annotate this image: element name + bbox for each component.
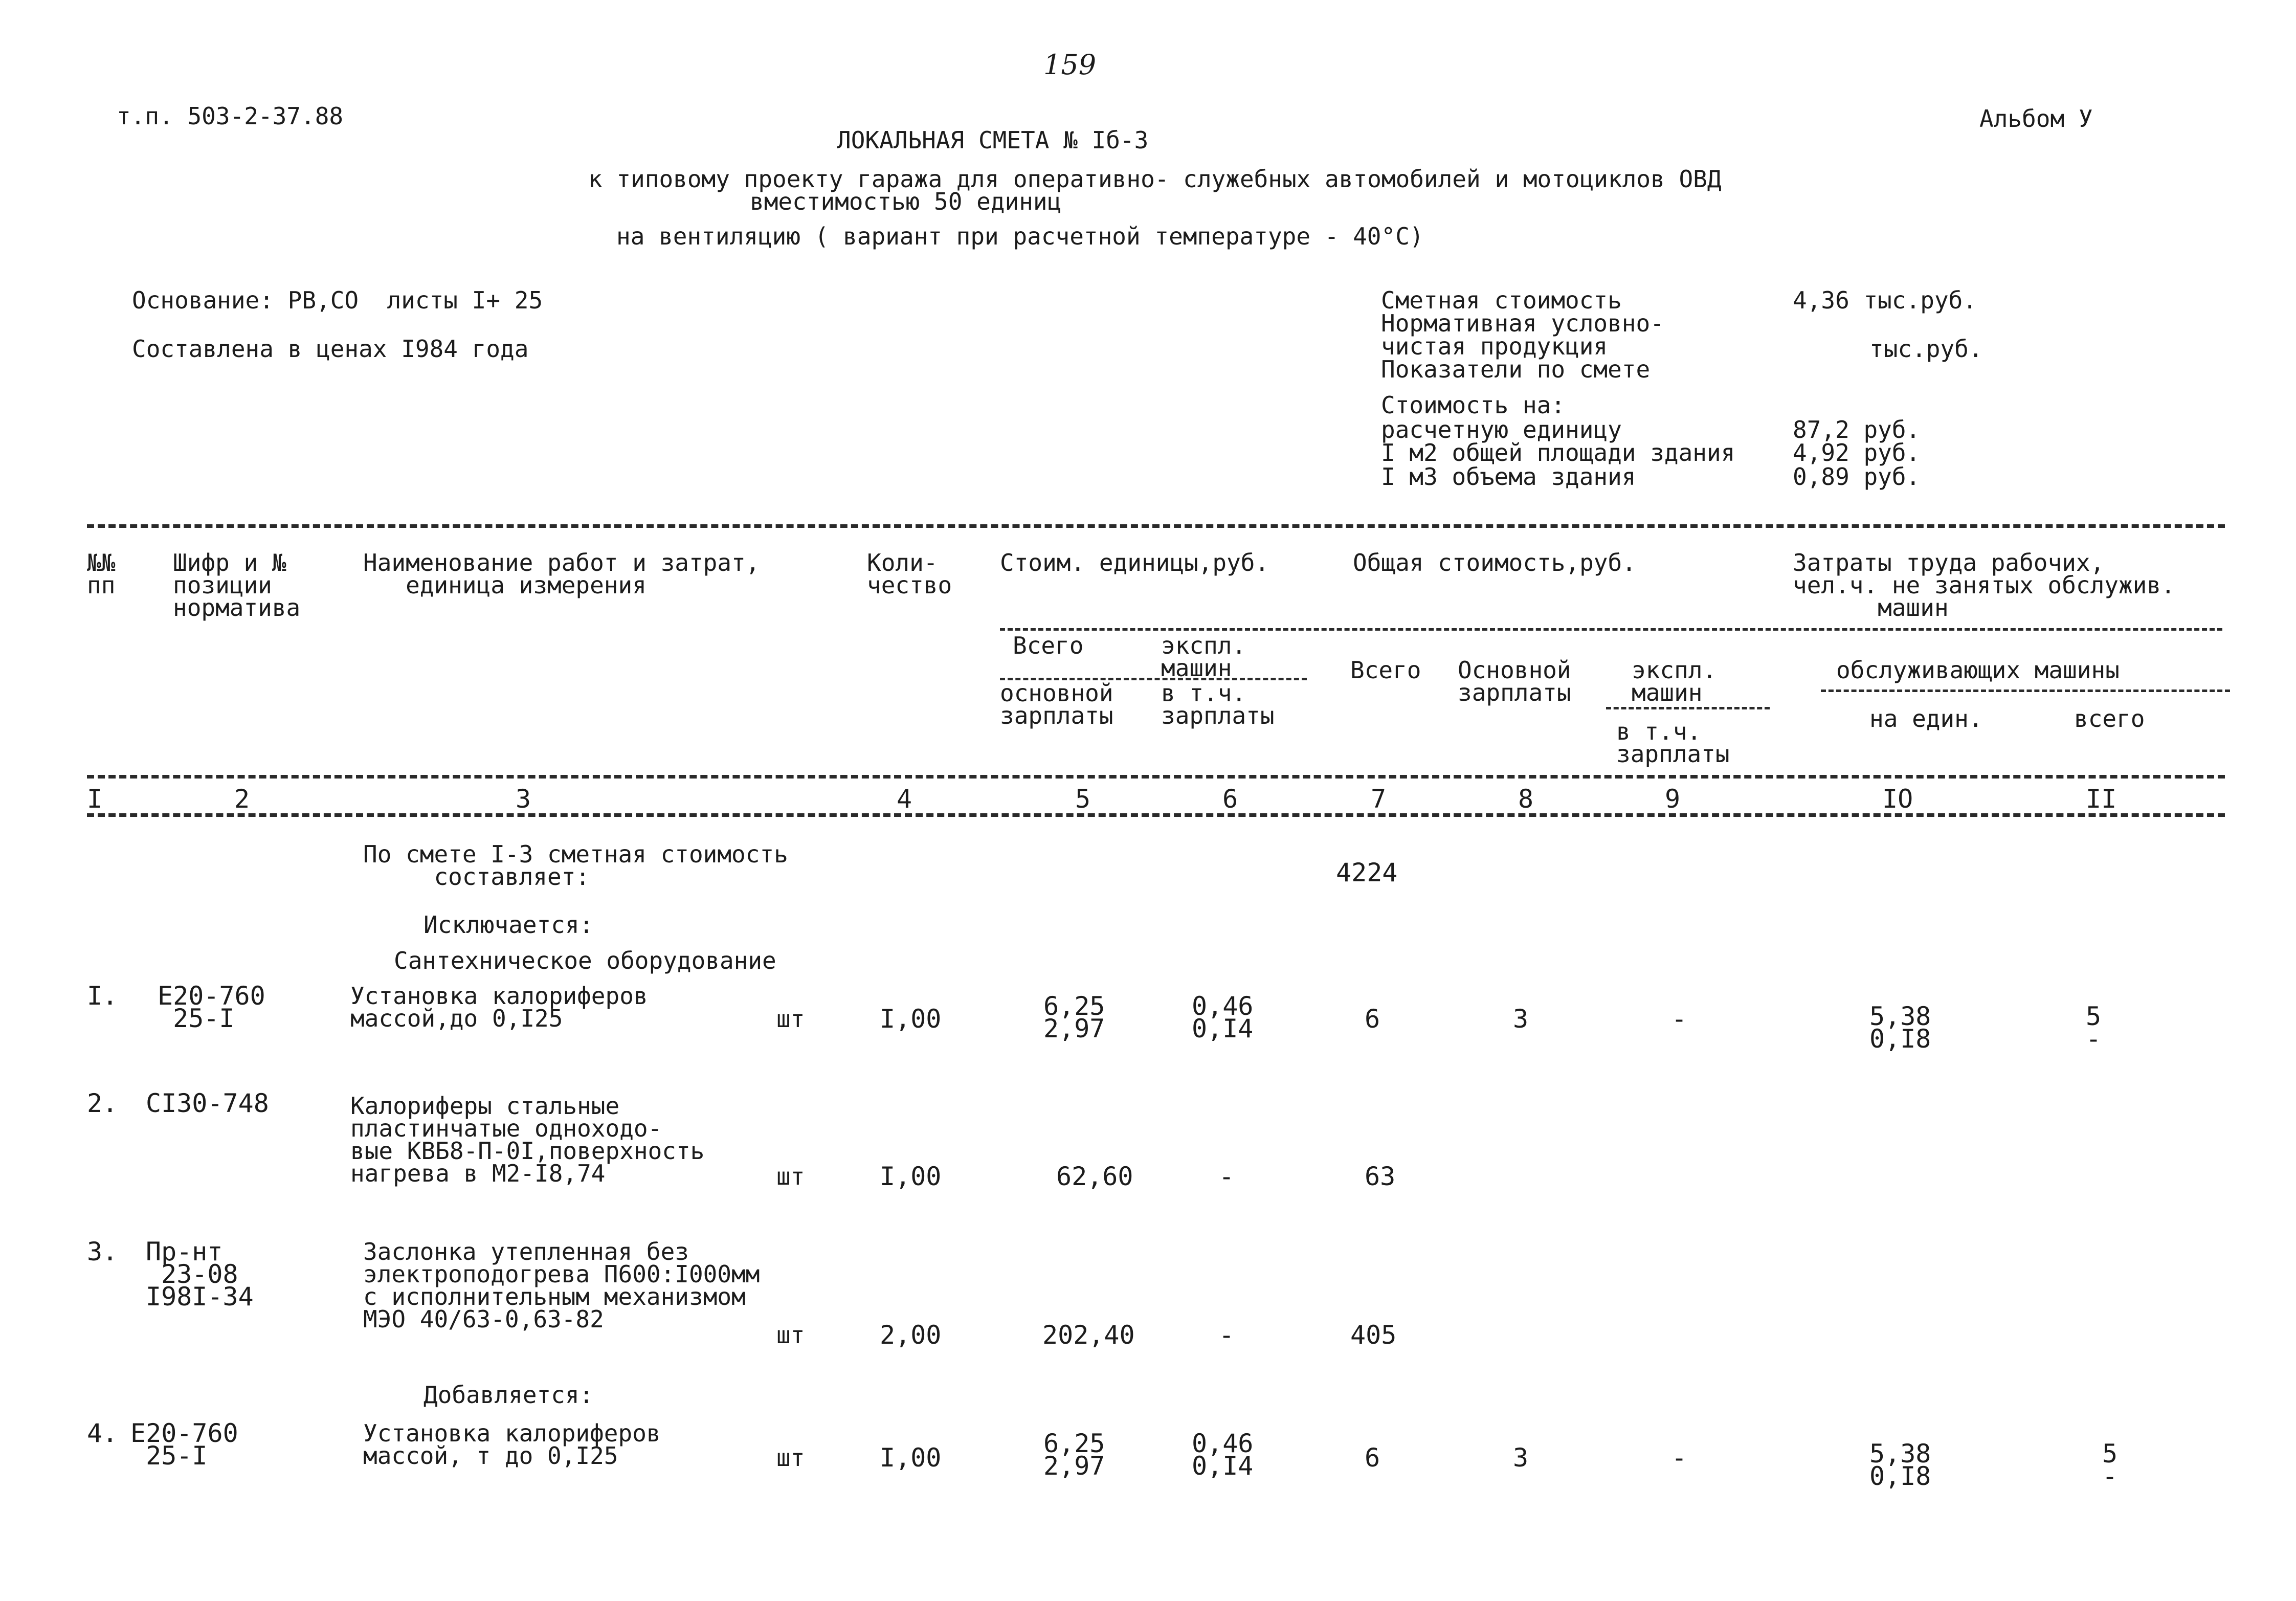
row-code: Е20-760 25-I [158,981,265,1033]
volume-cost-value: 0,89 руб. [1793,463,1921,491]
row-unit-cost: 202,40 [1042,1320,1135,1350]
estimated-cost-label: Сметная стоимость [1381,286,1622,314]
row-unit: шт [776,1321,805,1349]
estimate-subtitle: к типовому проекту гаража для оперативно- служебных автомобилей и мотоциклов ОВД [588,165,1722,193]
row-machine-cost: 0,46 0,I4 [1192,1429,1254,1481]
row-quantity: I,00 [880,1443,942,1473]
row-code: СI30-748 [146,1088,269,1118]
header-quantity: Коли- чество [867,549,952,599]
column-number-10: IO [1882,784,1913,814]
row-base-wages: 3 [1513,1004,1529,1034]
row-code: Е20-760 25-I [130,1418,238,1471]
header-total-cost: Общая стоимость,руб. [1353,549,1636,576]
column-number-bottom-rule [87,813,2225,817]
normative-product-label-2: чистая продукция [1381,332,1608,360]
header-base-wages: основной зарплаты [1000,679,1113,729]
header-row-number: №№ пп [87,549,116,599]
row-work-name: Заслонка утепленная без электроподогрева П600:I000мм с исполнительным механизмом МЭО 40/63-0,63-82 [363,1238,760,1333]
row-code: Пр-нт 23-08 I98I-34 [146,1237,254,1311]
header-total-all: Всего [1350,656,1421,684]
cost-on-label: Стоимость на: [1381,391,1566,419]
estimate-title: ЛОКАЛЬНАЯ СМЕТА № Iб-3 [837,126,1149,154]
row-unit: шт [776,1444,805,1472]
column-number-5: 5 [1075,784,1091,814]
row-total: 405 [1350,1320,1397,1350]
unit-cost-value: 87,2 руб. [1793,416,1921,443]
volume-cost-label: I м3 объема здания [1381,463,1636,491]
estimate-capacity: вместимостью 50 единиц [750,188,1062,215]
row-labor-per-unit: 5,38 0,I8 [1869,1002,1931,1054]
row-work-name: Установка калориферов массой,до 0,I25 [350,982,648,1032]
header-machine-ops: экспл. машин [1161,632,1246,682]
row-unit-cost: 6,25 2,97 [1043,1429,1105,1481]
base-estimate-value: 4224 [1336,858,1398,887]
row-number: 3. [87,1237,118,1266]
row-quantity: 2,00 [880,1320,942,1350]
header-machine-ops-total: экспл. машин [1632,656,1717,706]
column-number-3: 3 [516,784,531,814]
row-labor-total: 5 - [2102,1439,2118,1491]
estimated-cost-value: 4,36 тыс.руб. [1793,286,1977,314]
header-base-wages-total: Основной зарплаты [1458,656,1571,706]
excluded-label: Исключается: [423,911,594,939]
header-work-name: Наименование работ и затрат, единица измерения [363,549,760,599]
header-total-labor: всего [2074,705,2145,732]
unit-cost-label: расчетную единицу [1381,416,1622,443]
column-number-6: 6 [1222,784,1238,814]
column-number-1: I [87,784,103,814]
row-unit-cost: 62,60 [1056,1162,1133,1191]
row-number: 2. [87,1088,118,1118]
row-machine-cost: 0,46 0,I4 [1192,991,1254,1043]
column-number-9: 9 [1665,784,1681,814]
row-base-wages: 3 [1513,1443,1529,1473]
header-incl-wages-total: в т.ч. зарплаты [1616,718,1730,768]
header-per-unit: на един. [1869,705,1983,732]
row-unit: шт [776,1005,805,1033]
row-total: 6 [1365,1004,1380,1034]
column-number-4: 4 [897,784,912,814]
column-number-11: II [2086,784,2117,814]
header-servicing-rule [1821,690,2230,692]
album-label: Альбом У [1979,105,2093,132]
header-servicing-machines: обслуживающих машины [1836,656,2120,684]
estimate-scope: на вентиляцию ( вариант при расчетной температуре - 40°С) [616,223,1424,250]
row-total: 6 [1365,1443,1380,1473]
header-total-unit: Всего [1013,632,1084,659]
column-number-2: 2 [234,784,250,814]
row-labor-total: 5 - [2086,1002,2102,1054]
header-incl-wages: в т.ч. зарплаты [1161,679,1275,729]
column-number-7: 7 [1371,784,1387,814]
row-machine-cost: - [1219,1320,1235,1350]
document-reference: т.п. 503-2-37.88 [117,102,344,130]
row-machine-total: - [1671,1443,1687,1473]
table-top-rule [87,524,2225,528]
row-work-name: Калориферы стальные пластинчатые одноходо- вые КВБ8-П-0I,поверхность нагрева в М2-I8,74 [350,1092,705,1187]
normative-product-value: тыс.руб. [1869,335,1983,363]
normative-product-label-1: Нормативная условно- [1381,309,1664,337]
plumbing-equipment-label: Сантехническое оборудование [394,947,776,974]
added-label: Добавляется: [423,1381,594,1409]
row-unit: шт [776,1163,805,1190]
row-number: 4. [87,1418,118,1448]
column-number-8: 8 [1518,784,1534,814]
row-number: I. [87,981,118,1011]
row-machine-cost: - [1219,1162,1235,1191]
page-number: 159 [1043,49,1097,81]
header-code: Шифр и № позиции норматива [173,549,301,621]
prices-year-line: Составлена в ценах I984 года [132,335,529,363]
row-labor-per-unit: 5,38 0,I8 [1869,1439,1931,1491]
row-quantity: I,00 [880,1162,942,1191]
area-cost-label: I м2 общей площади здания [1381,439,1735,466]
basis-line: Основание: РВ,СО листы I+ 25 [132,286,543,314]
row-total: 63 [1365,1162,1396,1191]
row-unit-cost: 6,25 2,97 [1043,991,1105,1043]
header-machine-sub-rule [1606,707,1770,709]
row-quantity: I,00 [880,1004,942,1034]
header-labor: Затраты труда рабочих, чел.ч. не занятых обслужив. машин [1793,549,2175,621]
header-unit-cost: Стоим. единицы,руб. [1000,549,1269,576]
column-number-top-rule [87,775,2225,779]
indicators-label: Показатели по смете [1381,355,1651,383]
base-estimate-text: По смете I-3 сметная стоимость составляет: [363,840,788,891]
header-sub-rule [1000,628,2222,631]
row-machine-total: - [1671,1004,1687,1034]
area-cost-value: 4,92 руб. [1793,439,1921,466]
row-work-name: Установка калориферов массой, т до 0,I25 [363,1419,661,1470]
